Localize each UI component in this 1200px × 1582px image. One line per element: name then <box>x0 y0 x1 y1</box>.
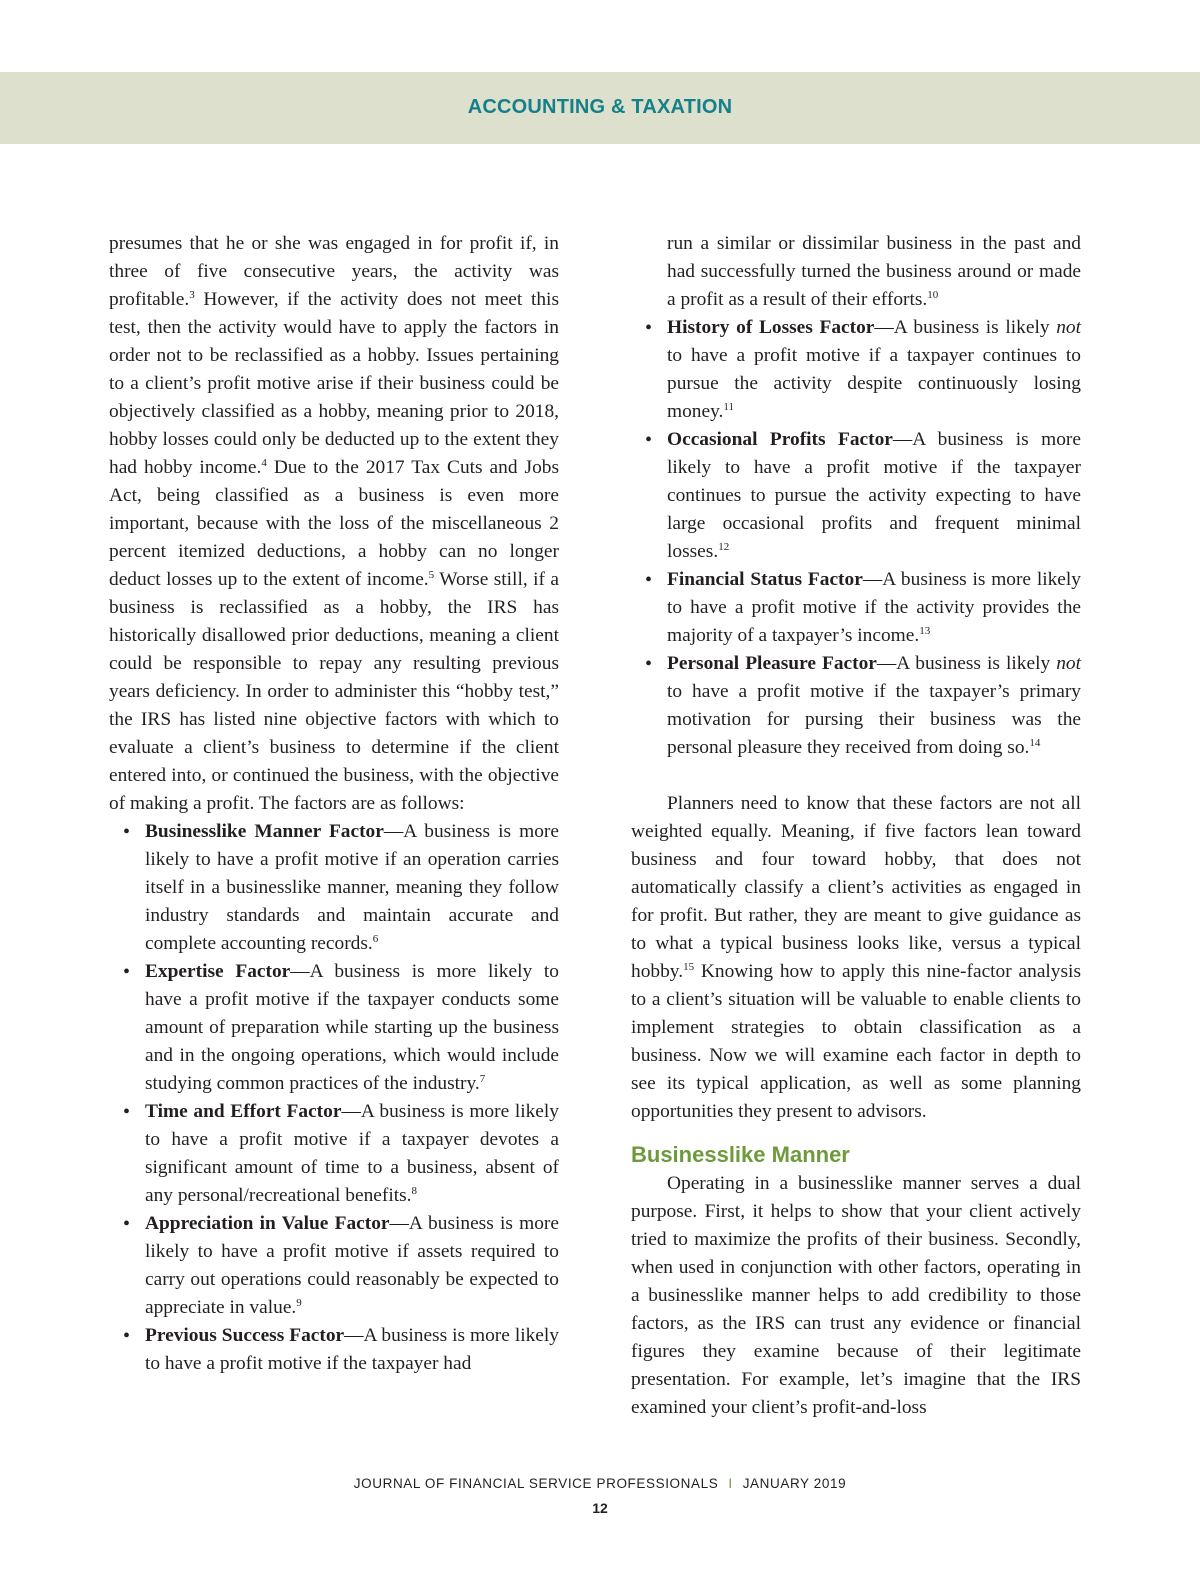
factor-title: Personal Pleasure Factor <box>667 653 877 674</box>
factor-item-expertise <box>145 958 559 1098</box>
factor-title: Time and Effort Factor <box>145 1101 342 1122</box>
factor-item-previous-success <box>145 1322 559 1378</box>
factor-list-left <box>109 818 559 1378</box>
footnote-ref: 5 <box>428 569 435 581</box>
factor-title: Businesslike Manner Factor <box>145 821 384 842</box>
factor-item-financial-status <box>667 566 1081 650</box>
continuation-text: run a similar or dissimilar business in the past and had successfully turned the business around or made a profit as a result of their efforts. <box>667 233 1081 310</box>
factor-text: —A business is more likely to have a profit motive if assets required to carry out operations could reasonably be expected to appreciate in value. <box>145 1213 559 1318</box>
factor-text: to have a profit motive if the taxpayer’s primary motivation for pursing their business was the personal pleasure they received from doing so. <box>667 681 1081 758</box>
factor-item-time-and-effort <box>145 1098 559 1210</box>
factor-title: History of Losses Factor <box>667 317 875 338</box>
factor-continuation <box>667 230 1081 314</box>
footnote-ref: 15 <box>683 961 695 973</box>
factor-text: —A business is likely <box>874 317 1057 338</box>
subheading: Businesslike Manner <box>631 1142 850 1167</box>
factor-item-history-of-losses <box>667 314 1081 426</box>
factor-item-appreciation-in-value <box>145 1210 559 1322</box>
footer <box>0 1476 1200 1491</box>
journal-name: JOURNAL OF FINANCIAL SERVICE PROFESSIONALS <box>353 1476 719 1491</box>
factor-emphasis: not <box>1056 317 1081 338</box>
intro-text-3: Due to the 2017 Tax Cuts and Jobs Act, being classified as a business is even more important, because with the loss of the miscellaneous 2 percent itemized deductions, a hobby can no longer deduct losses up to the extent of income. <box>109 457 560 590</box>
factor-text: to have a profit motive if a taxpayer continues to pursue the activity despite continuously losing money. <box>667 345 1081 422</box>
factor-text: —A business is likely <box>876 653 1057 674</box>
footnote-ref: 6 <box>372 933 379 945</box>
footnote-ref: 14 <box>1029 737 1041 749</box>
factor-item-businesslike-manner <box>145 818 559 958</box>
paragraph-gap <box>631 762 1081 790</box>
planners-text-1: Planners need to know that these factors are not all weighted equally. Meaning, if five factors lean toward business and four toward hobby, that does not automatically classify a client’s activities as engaged in for profit. But rather, they are meant to give guidance as to what a typical business looks like, versus a typical hobby. <box>631 793 1081 982</box>
factor-item-personal-pleasure <box>667 650 1081 762</box>
factor-title: Occasional Profits Factor <box>667 429 893 450</box>
page-number: 12 <box>592 1500 608 1516</box>
factor-text: —A business is more likely to have a profit motive if the taxpayer had <box>145 1325 559 1374</box>
footnote-ref: 11 <box>723 401 734 413</box>
factor-title: Previous Success Factor <box>145 1325 345 1346</box>
intro-paragraph <box>109 230 559 818</box>
footer-separator: I <box>728 1476 733 1491</box>
factor-text: —A business is more likely to have a profit motive if a taxpayer devotes a significant amount of time to a business, absent of any personal/recreational benefits. <box>145 1101 559 1206</box>
factor-text: —A business is more likely to have a profit motive if an operation carries itself in a businesslike manner, meaning they follow industry standards and maintain accurate and complete accounting records. <box>145 821 559 954</box>
right-column <box>631 230 1081 1422</box>
planners-text-2: Knowing how to apply this nine-factor analysis to a client’s situation will be valuable to enable clients to implement strategies to obtain classification as a business. Now we will examine each factor in depth to see its typical application, as well as some planning opportunities they present to advisors. <box>631 961 1081 1122</box>
factor-title: Expertise Factor <box>145 961 291 982</box>
factor-list-right <box>631 230 1081 762</box>
footnote-ref: 7 <box>479 1073 486 1085</box>
factor-emphasis: not <box>1056 653 1081 674</box>
body-paragraph: Operating in a businesslike manner serves a dual purpose. First, it helps to show that your client actively tried to maximize the profits of their business. Secondly, when used in conjunction with other factors, operating in a businesslike manner helps to add credibility to those factors, as the IRS can trust any evidence or financial figures they examine because of their legitimate presentation. For example, let’s imagine that the IRS examined your client’s profit-and-loss <box>631 1173 1081 1418</box>
factor-text: —A business is more likely to have a profit motive if the taxpayer conducts some amount of preparation while starting up the business and in the ongoing operations, which would include studying common practices of the industry. <box>145 961 559 1094</box>
left-column <box>109 230 559 1378</box>
factor-text: —A business is more likely to have a profit motive if the activity provides the majority of a taxpayer’s income. <box>667 569 1081 646</box>
footnote-ref: 10 <box>927 289 939 301</box>
footnote-ref: 4 <box>261 457 267 469</box>
footnote-ref: 8 <box>411 1185 417 1197</box>
factor-item-occasional-profits <box>667 426 1081 566</box>
factor-text: —A business is more likely to have a profit motive if the taxpayer continues to pursue the activity expecting to have large occasional profits and frequent minimal losses. <box>667 429 1081 562</box>
issue-date: JANUARY 2019 <box>742 1476 847 1491</box>
footnote-ref: 13 <box>919 625 931 637</box>
footnote-ref: 12 <box>718 541 730 553</box>
planners-paragraph <box>631 790 1081 1126</box>
factor-title: Appreciation in Value Factor <box>145 1213 390 1234</box>
footnote-ref: 3 <box>189 289 195 301</box>
section-title: ACCOUNTING & TAXATION <box>467 96 733 118</box>
intro-text-2: However, if the activity does not meet this test, then the activity would have to apply the factors in order not to be reclassified as a hobby. Issues pertaining to a client’s profit motive arise if their business could be objectively classified as a hobby, meaning prior to 2018, hobby losses could only be deducted up to the extent they had hobby income. <box>109 289 559 478</box>
intro-text-1: presumes that he or she was engaged in for profit if, in three of five consecutive years, the activity was profitable. <box>109 233 559 310</box>
intro-text-4: Worse still, if a business is reclassified as a hobby, the IRS has historically disallowed prior deductions, meaning a client could be responsible to repay any resulting previous years deficiency. In order to administer this “hobby test,” the IRS has listed nine objective factors with which to evaluate a client’s business to determine if the client entered into, or continued the business, with the objective of making a profit. The factors are as follows: <box>109 569 560 814</box>
factor-title: Financial Status Factor <box>667 569 863 590</box>
footnote-ref: 9 <box>296 1297 302 1309</box>
